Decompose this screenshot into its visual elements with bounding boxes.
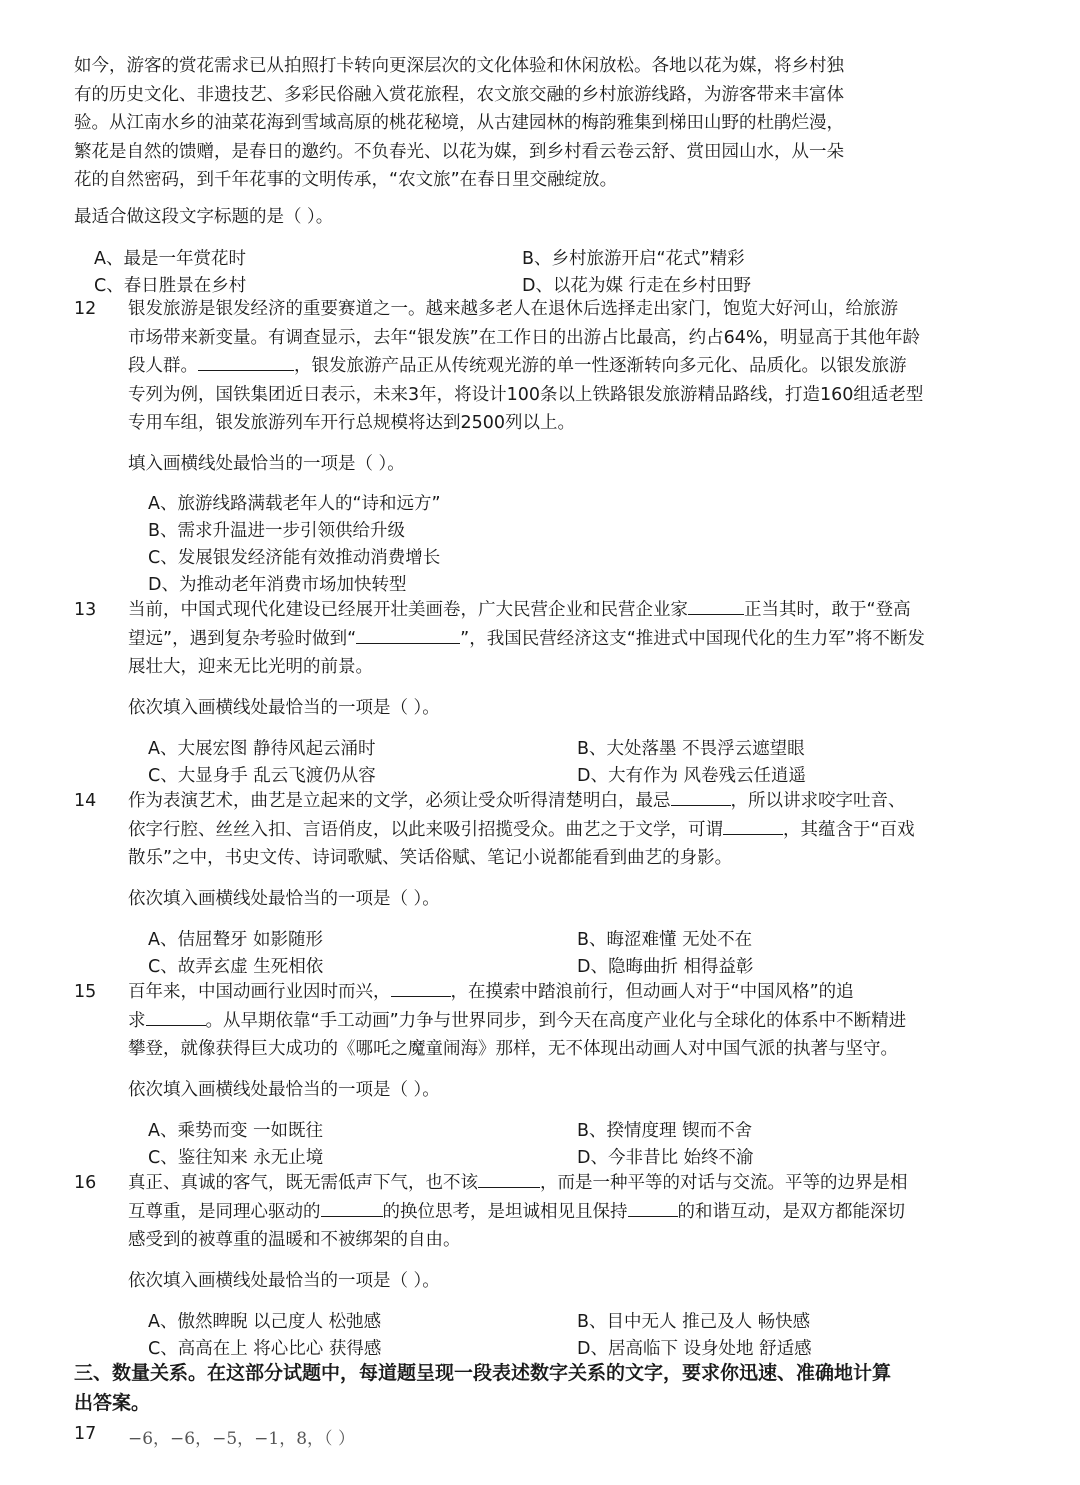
text-segment: ，在摸索中踏浪前行，但动画人对于“中国风格”的追 <box>450 982 854 1002</box>
fill-blank <box>391 978 451 997</box>
passage-line: 专用车组，银发旅游列车开行总规模将达到2500列以上。 <box>128 413 576 433</box>
passage-line: 验。从江南水乡的油菜花海到雪域高原的桃花秘境，从古建园林的梅韵雅集到梯田山野的杜鹃烂漫， <box>74 113 844 133</box>
q11-option-d[interactable]: D、以花为媒 行走在乡村田野 <box>522 276 752 296</box>
text-segment: ，其蕴含于“百戏 <box>783 819 915 840</box>
text-segment: ”，我国民营经济这支“推进式中国现代化的生力军”将不断发 <box>460 628 925 649</box>
q12-option-a[interactable]: A、旅游线路满载老年人的“诗和远方” <box>148 494 441 514</box>
q15-prompt: 依次填入画横线处最恰当的一项是（ ）。 <box>128 1080 440 1100</box>
q16-option-a[interactable]: A、傲然睥睨 以己度人 松弛感 <box>148 1312 382 1332</box>
q15-option-c[interactable]: C、鉴往知来 永无止境 <box>148 1148 324 1168</box>
passage-line: 散乐”之中，书史文传、诗词歌赋、笑话俗赋、笔记小说都能看到曲艺的身影。 <box>128 848 733 868</box>
text-segment: 百年来，中国动画行业因时而兴， <box>128 982 391 1002</box>
q11-option-a[interactable]: A、最是一年赏花时 <box>94 249 246 269</box>
fill-blank <box>146 1007 206 1026</box>
q14-prompt: 依次填入画横线处最恰当的一项是（ ）。 <box>128 889 440 909</box>
q14-passage <box>128 787 1008 873</box>
q15-number: 15 <box>74 982 97 1002</box>
q16-option-d[interactable]: D、居高临下 设身处地 舒适感 <box>577 1339 812 1359</box>
q14-option-d[interactable]: D、隐晦曲折 相得益彰 <box>577 957 754 977</box>
q13-number: 13 <box>74 600 97 620</box>
q11-passage <box>74 52 924 195</box>
text-segment: 正当其时，敢于“登高 <box>744 600 911 620</box>
passage-line <box>128 816 1008 845</box>
passage-line: 展壮大，迎来无比光明的前景。 <box>128 657 373 677</box>
q16-passage <box>128 1169 1008 1255</box>
passage-line: 银发旅游是银发经济的重要赛道之一。越来越多老人在退休后选择走出家门，饱览大好河山，给旅游 <box>128 299 898 319</box>
passage-line <box>128 596 1008 625</box>
section-heading-line: 三、数量关系。在这部分试题中，每道题呈现一段表述数字关系的文字，要求你迅速、准确地计算 <box>74 1362 892 1384</box>
passage-line: 感受到的被尊重的温暖和不被绑架的自由。 <box>128 1230 461 1250</box>
passage-line <box>128 787 1008 816</box>
fill-blank <box>688 596 744 615</box>
fill-blank <box>356 625 460 644</box>
q15-option-d[interactable]: D、今非昔比 始终不渝 <box>577 1148 754 1168</box>
q14-option-b[interactable]: B、晦涩难懂 无处不在 <box>577 930 753 950</box>
text-segment: 求 <box>128 1010 146 1031</box>
q15-option-a[interactable]: A、乘势而变 一如既往 <box>148 1121 324 1141</box>
q12-option-b[interactable]: B、需求升温进一步引领供给升级 <box>148 521 406 541</box>
q16-number: 16 <box>74 1173 97 1193</box>
passage-line <box>128 625 1008 654</box>
text-segment: 的和谐互动，是双方都能深切 <box>677 1201 905 1222</box>
q13-option-d[interactable]: D、大有作为 风卷残云任逍遥 <box>577 766 807 786</box>
q16-prompt: 依次填入画横线处最恰当的一项是（ ）。 <box>128 1271 440 1291</box>
passage-line: 如今，游客的赏花需求已从拍照打卡转向更深层次的文化体验和休闲放松。各地以花为媒，将乡村独 <box>74 56 844 76</box>
fill-blank <box>723 816 783 835</box>
q15-passage <box>128 978 1008 1064</box>
q14-option-c[interactable]: C、故弄玄虚 生死相依 <box>148 957 324 977</box>
q12-option-c[interactable]: C、发展银发经济能有效推动消费增长 <box>148 548 441 568</box>
fill-blank <box>198 352 294 371</box>
q13-option-a[interactable]: A、大展宏图 静待风起云涌时 <box>148 739 376 759</box>
q12-passage <box>128 295 1008 438</box>
q11-option-b[interactable]: B、乡村旅游开启“花式”精彩 <box>522 249 745 269</box>
fill-blank <box>478 1169 540 1188</box>
passage-line <box>128 1169 1008 1198</box>
text-segment: 依字行腔、丝丝入扣、言语俏皮，以此来吸引招揽受众。曲艺之于文学，可谓 <box>128 819 723 840</box>
passage-line: 繁花是自然的馈赠，是春日的邀约。不负春光、以花为媒，到乡村看云卷云舒、赏田园山水，从一朵 <box>74 141 844 162</box>
section-heading-line: 出答案。 <box>74 1392 151 1414</box>
text-segment: 当前，中国式现代化建设已经展开壮美画卷，广大民营企业和民营企业家 <box>128 600 688 620</box>
q16-option-c[interactable]: C、高高在上 将心比心 获得感 <box>148 1339 382 1359</box>
text-segment: 望远”，遇到复杂考验时做到“ <box>128 628 357 649</box>
text-segment: ，银发旅游产品正从传统观光游的单一性逐渐转向多元化、品质化。以银发旅游 <box>294 356 907 376</box>
passage-line: 花的自然密码，到千年花事的文明传承，“农文旅”在春日里交融绽放。 <box>74 170 618 190</box>
text-segment: 段人群。 <box>128 356 198 376</box>
fill-blank <box>321 1198 383 1217</box>
text-segment: ，所以讲求咬字吐音、 <box>730 791 906 811</box>
passage-line <box>128 352 1008 381</box>
q14-option-a[interactable]: A、佶屈聱牙 如影随形 <box>148 930 324 950</box>
fill-blank <box>671 787 731 806</box>
q15-option-b[interactable]: B、揆情度理 锲而不舍 <box>577 1121 753 1141</box>
q17-sequence: −6，−6，−5，−1，8，（ ） <box>128 1429 355 1449</box>
q13-option-c[interactable]: C、大显身手 乱云飞渡仍从容 <box>148 766 376 786</box>
passage-line: 专列为例，国铁集团近日表示，未来3年，将设计100条以上铁路银发旅游精品路线，打造160组适老型 <box>128 384 924 405</box>
q16-option-b[interactable]: B、目中无人 推己及人 畅快感 <box>577 1312 811 1332</box>
q13-option-b[interactable]: B、大处落墨 不畏浮云遮望眼 <box>577 739 805 759</box>
passage-line <box>128 1007 1008 1036</box>
text-segment: ，而是一种平等的对话与交流。平等的边界是相 <box>540 1173 908 1193</box>
q11-prompt: 最适合做这段文字标题的是（ ）。 <box>74 207 334 227</box>
passage-line <box>128 1198 1008 1227</box>
q12-option-d[interactable]: D、为推动老年消费市场加快转型 <box>148 575 407 595</box>
text-segment: 。从早期依靠“手工动画”力争与世界同步，到今天在高度产业化与全球化的体系中不断精进 <box>205 1010 907 1031</box>
passage-line: 攀登，就像获得巨大成功的《哪吒之魔童闹海》那样，无不体现出动画人对中国气派的执著与坚守。 <box>128 1039 898 1059</box>
q12-number: 12 <box>74 299 97 319</box>
q13-passage <box>128 596 1008 682</box>
text-segment: 真正、真诚的客气，既无需低声下气，也不该 <box>128 1173 478 1193</box>
q11-option-c[interactable]: C、春日胜景在乡村 <box>94 276 247 296</box>
q17-number: 17 <box>74 1424 97 1444</box>
text-segment: 互尊重，是同理心驱动的 <box>128 1201 321 1222</box>
fill-blank <box>628 1198 678 1217</box>
q14-number: 14 <box>74 791 97 811</box>
passage-line: 有的历史文化、非遗技艺、多彩民俗融入赏花旅程，农文旅交融的乡村旅游线路，为游客带来丰富体 <box>74 84 844 105</box>
q13-prompt: 依次填入画横线处最恰当的一项是（ ）。 <box>128 698 440 718</box>
passage-line <box>128 978 1008 1007</box>
passage-line: 市场带来新变量。有调查显示，去年“银发族”在工作日的出游占比最高，约占64%，明显高于其他年龄 <box>128 327 921 348</box>
q12-prompt: 填入画横线处最恰当的一项是（ ）。 <box>128 454 405 474</box>
text-segment: 的换位思考，是坦诚相见且保持 <box>382 1201 628 1222</box>
text-segment: 作为表演艺术，曲艺是立起来的文学，必须让受众听得清楚明白，最忌 <box>128 791 671 811</box>
section-heading <box>74 1358 1034 1418</box>
